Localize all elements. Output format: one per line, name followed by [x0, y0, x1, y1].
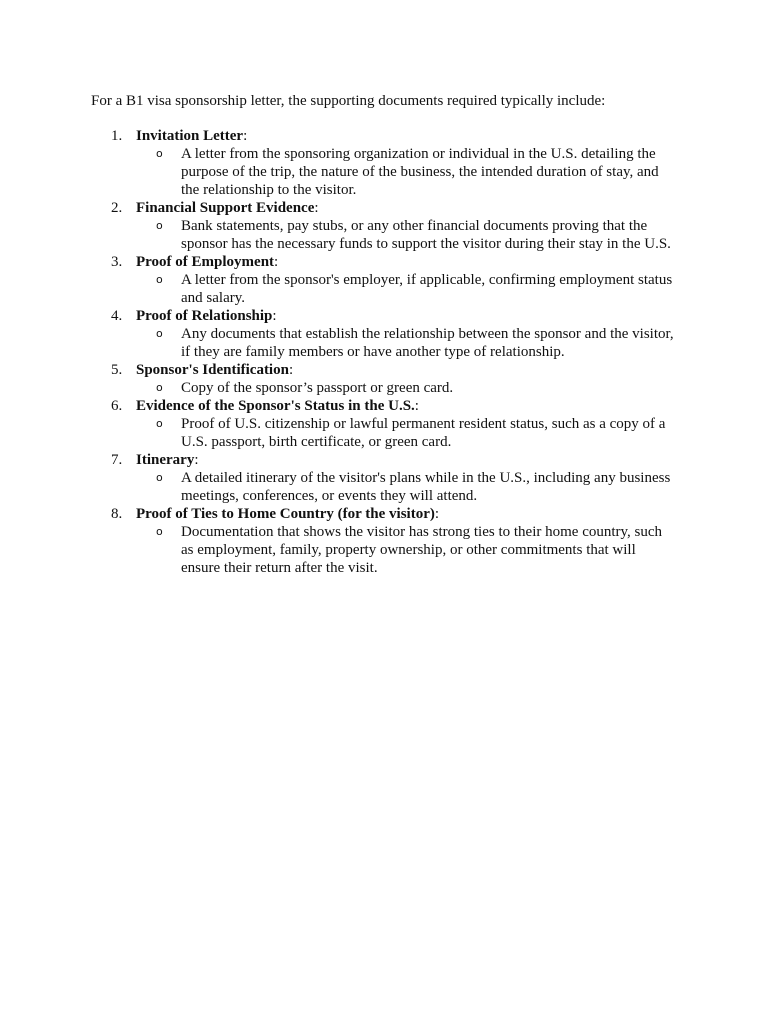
sub-bullet-line: ensure their return after the visit.	[181, 560, 378, 576]
sub-bullet	[0, 379, 768, 397]
documents-list	[0, 127, 768, 577]
item-title	[136, 127, 247, 145]
item-heading	[0, 199, 768, 217]
item-heading	[0, 361, 768, 379]
item-heading	[0, 253, 768, 271]
bullet-circle-icon: o	[156, 273, 163, 286]
item-heading	[0, 127, 768, 145]
sub-bullet-line: sponsor has the necessary funds to support the visitor during their stay in the U.S.	[181, 236, 671, 252]
sub-bullet-line: A letter from the sponsor's employer, if applicable, confirming employment status	[181, 272, 673, 288]
list-item	[0, 199, 768, 253]
sub-bullet-line: and salary.	[181, 290, 245, 306]
item-title-suffix: :	[274, 254, 279, 270]
list-item	[0, 307, 768, 361]
list-item	[0, 127, 768, 199]
bullet-circle-icon: o	[156, 219, 163, 232]
item-title	[136, 361, 293, 379]
sub-bullet-line: as employment, family, property ownership, or other commitments that will	[181, 542, 636, 558]
sub-bullet-line: U.S. passport, birth certificate, or green card.	[181, 434, 452, 450]
list-item	[0, 361, 768, 397]
item-number: 1.	[111, 128, 123, 144]
sub-bullet	[0, 325, 768, 361]
item-title-suffix: :	[314, 200, 319, 216]
sub-bullet-line: if they are family members or have another type of relationship.	[181, 344, 565, 360]
item-title-suffix: :	[288, 362, 294, 378]
item-title-bold: Invitation Letter	[136, 128, 244, 144]
sub-bullet-line: Any documents that establish the relationship between the sponsor and the visitor,	[181, 326, 674, 342]
sub-bullet	[0, 217, 768, 253]
item-title	[136, 199, 319, 217]
sub-bullet-line: Proof of U.S. citizenship or lawful permanent resident status, such as a copy of a	[181, 416, 666, 432]
item-number: 6.	[111, 398, 123, 414]
sub-bullet-line: Documentation that shows the visitor has strong ties to their home country, such	[181, 524, 663, 540]
item-title-bold: Itinerary	[136, 452, 195, 468]
item-heading	[0, 451, 768, 469]
sub-bullet	[0, 523, 768, 577]
bullet-circle-icon: o	[156, 327, 163, 340]
item-title-bold: Evidence of the Sponsor's Status in the U.S.	[136, 398, 415, 414]
item-title	[136, 505, 439, 523]
item-title-suffix: :	[194, 452, 199, 468]
item-title	[136, 451, 199, 469]
bullet-circle-icon: o	[156, 147, 163, 160]
item-number: 5.	[111, 362, 123, 378]
list-item	[0, 505, 768, 577]
list-item	[0, 253, 768, 307]
item-number: 4.	[111, 308, 123, 324]
item-number: 2.	[111, 200, 123, 216]
sub-bullet	[0, 271, 768, 307]
item-title-suffix: :	[272, 308, 277, 324]
bullet-circle-icon: o	[156, 471, 163, 484]
intro-text: For a B1 visa sponsorship letter, the supporting documents required typically include:	[91, 93, 606, 109]
sub-bullet	[0, 469, 768, 505]
item-number: 3.	[111, 254, 123, 270]
list-item	[0, 451, 768, 505]
bullet-circle-icon: o	[156, 381, 163, 394]
sub-bullet-line: the relationship to the visitor.	[181, 182, 357, 198]
sub-bullet-line: A letter from the sponsoring organization or individual in the U.S. detailing the	[181, 146, 656, 162]
item-title-suffix: :	[434, 506, 440, 522]
item-heading	[0, 397, 768, 415]
sub-bullet-line: Bank statements, pay stubs, or any other financial documents proving that the	[181, 218, 648, 234]
sub-bullet	[0, 415, 768, 451]
item-title-bold: Proof of Ties to Home Country (for the visitor)	[136, 506, 435, 522]
list-item	[0, 397, 768, 451]
item-heading	[0, 307, 768, 325]
item-title-bold: Proof of Relationship	[136, 308, 273, 324]
item-number: 8.	[111, 506, 123, 522]
item-heading	[0, 505, 768, 523]
sub-bullet-line: purpose of the trip, the nature of the business, the intended duration of stay, and	[181, 164, 659, 180]
item-title-suffix: :	[243, 128, 248, 144]
bullet-circle-icon: o	[156, 417, 163, 430]
item-title-suffix: :	[414, 398, 419, 414]
item-number: 7.	[111, 452, 123, 468]
item-title-bold: Financial Support Evidence	[136, 200, 315, 216]
sub-bullet-line: A detailed itinerary of the visitor's plans while in the U.S., including any business	[181, 470, 671, 486]
item-title-bold: Proof of Employment	[136, 254, 275, 270]
item-title	[136, 397, 419, 415]
bullet-circle-icon: o	[156, 525, 163, 538]
sub-bullet-line: Copy of the sponsor’s passport or green card.	[181, 380, 454, 396]
sub-bullet	[0, 145, 768, 199]
sub-bullet-line: meetings, conferences, or events they will attend.	[181, 488, 478, 504]
item-title	[136, 307, 277, 325]
item-title	[136, 253, 278, 271]
item-title-bold: Sponsor's Identification	[136, 362, 289, 378]
